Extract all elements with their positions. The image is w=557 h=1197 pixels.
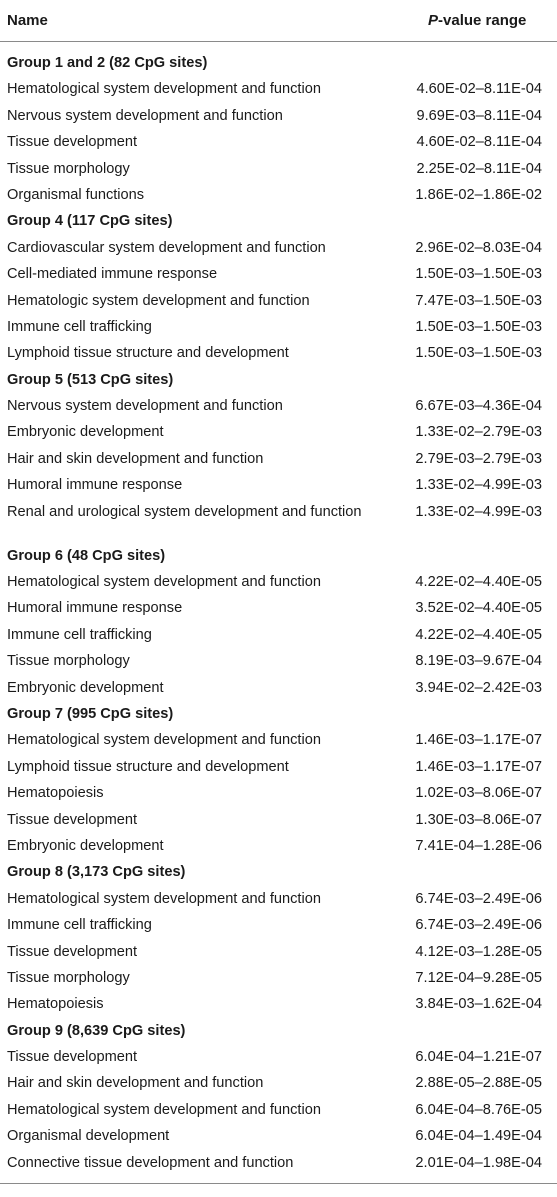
table-row xyxy=(0,419,557,445)
table-row xyxy=(0,886,557,912)
row-pvalue-range: 6.74E-03–2.49E-06 xyxy=(415,917,542,934)
row-pvalue-range: 2.96E-02–8.03E-04 xyxy=(415,239,542,256)
table-row xyxy=(0,314,557,340)
table-row xyxy=(0,965,557,991)
table-row xyxy=(0,780,557,806)
row-name: Humoral immune response xyxy=(7,600,183,617)
table-row xyxy=(0,156,557,182)
group-title: Group 5 (513 CpG sites) xyxy=(7,371,174,388)
row-name: Lymphoid tissue structure and development xyxy=(7,758,289,775)
group-title: Group 6 (48 CpG sites) xyxy=(7,547,166,564)
group-header-row xyxy=(0,208,557,234)
row-pvalue-range: 8.19E-03–9.67E-04 xyxy=(415,653,542,670)
row-name: Organismal development xyxy=(7,1128,170,1145)
column-header-pvalue xyxy=(350,12,550,29)
group-header-row xyxy=(0,1018,557,1044)
table-row xyxy=(0,833,557,859)
row-name: Embryonic development xyxy=(7,679,164,696)
row-name: Lymphoid tissue structure and development xyxy=(7,345,289,362)
row-name: Hematopoiesis xyxy=(7,785,104,802)
row-name: Immune cell trafficking xyxy=(7,318,152,335)
table-row xyxy=(0,1097,557,1123)
row-name: Hematological system development and function xyxy=(7,732,321,749)
row-name: Immune cell trafficking xyxy=(7,917,152,934)
row-pvalue-range: 2.25E-02–8.11E-04 xyxy=(416,160,542,177)
group-header-row xyxy=(0,50,557,76)
group-header-row xyxy=(0,701,557,727)
row-pvalue-range: 4.22E-02–4.40E-05 xyxy=(415,574,542,591)
row-name: Connective tissue development and function xyxy=(7,1154,294,1171)
row-name: Embryonic development xyxy=(7,424,164,441)
row-pvalue-range: 7.12E-04–9.28E-05 xyxy=(415,969,542,986)
row-name: Hair and skin development and function xyxy=(7,450,264,467)
table-row xyxy=(0,595,557,621)
table-row xyxy=(0,939,557,965)
table-row xyxy=(0,182,557,208)
row-pvalue-range: 1.02E-03–8.06E-07 xyxy=(415,785,542,802)
row-name: Organismal functions xyxy=(7,186,145,203)
group-header-row xyxy=(0,367,557,393)
group-header-row xyxy=(0,859,557,885)
row-pvalue-range: 1.33E-02–4.99E-03 xyxy=(415,477,542,494)
row-name: Renal and urological system development and function xyxy=(7,503,362,520)
row-name: Hair and skin development and function xyxy=(7,1075,264,1092)
table-row xyxy=(0,288,557,314)
group-title: Group 7 (995 CpG sites) xyxy=(7,705,174,722)
row-pvalue-range: 1.50E-03–1.50E-03 xyxy=(415,266,542,283)
row-pvalue-range: 6.04E-04–1.49E-04 xyxy=(415,1128,542,1145)
row-pvalue-range: 1.33E-02–4.99E-03 xyxy=(415,503,542,520)
table-row xyxy=(0,76,557,102)
row-name: Cardiovascular system development and function xyxy=(7,239,326,256)
table-row xyxy=(0,1044,557,1070)
table-row xyxy=(0,569,557,595)
row-pvalue-range: 4.60E-02–8.11E-04 xyxy=(416,81,542,98)
column-header-name: Name xyxy=(7,12,48,29)
group-title: Group 9 (8,639 CpG sites) xyxy=(7,1022,186,1039)
table-row xyxy=(0,807,557,833)
table-row xyxy=(0,727,557,753)
row-name: Hematopoiesis xyxy=(7,996,104,1013)
row-name: Tissue development xyxy=(7,1049,138,1066)
row-pvalue-range: 1.30E-03–8.06E-07 xyxy=(415,811,542,828)
group-title: Group 4 (117 CpG sites) xyxy=(7,213,173,230)
row-name: Cell-mediated immune response xyxy=(7,266,218,283)
row-pvalue-range: 1.50E-03–1.50E-03 xyxy=(415,318,542,335)
row-pvalue-range: 1.86E-02–1.86E-02 xyxy=(415,186,542,203)
table-row xyxy=(0,129,557,155)
row-pvalue-range: 6.74E-03–2.49E-06 xyxy=(415,890,542,907)
table-row xyxy=(0,912,557,938)
row-pvalue-range: 1.46E-03–1.17E-07 xyxy=(415,732,542,749)
table-row xyxy=(0,393,557,419)
row-pvalue-range: 6.67E-03–4.36E-04 xyxy=(415,398,542,415)
pvalue-italic-label: P xyxy=(428,12,439,29)
row-name: Tissue morphology xyxy=(7,160,130,177)
table-bottom-rule xyxy=(0,1183,557,1184)
table-row xyxy=(0,1150,557,1176)
table-row xyxy=(0,675,557,701)
group-header-row xyxy=(0,543,557,569)
row-pvalue-range: 4.60E-02–8.11E-04 xyxy=(416,134,542,151)
table-row xyxy=(0,1070,557,1096)
row-pvalue-range: 3.52E-02–4.40E-05 xyxy=(415,600,542,617)
row-name: Hematological system development and function xyxy=(7,890,321,907)
row-pvalue-range: 4.12E-03–1.28E-05 xyxy=(415,943,542,960)
row-pvalue-range: 6.04E-04–8.76E-05 xyxy=(415,1101,542,1118)
row-pvalue-range: 2.79E-03–2.79E-03 xyxy=(415,450,542,467)
table-row xyxy=(0,499,557,543)
pvalue-label-rest: -value range xyxy=(438,12,527,29)
table-row xyxy=(0,235,557,261)
row-pvalue-range: 7.41E-04–1.28E-06 xyxy=(415,837,542,854)
row-name: Tissue development xyxy=(7,943,138,960)
row-name: Nervous system development and function xyxy=(7,107,283,124)
row-pvalue-range: 2.01E-04–1.98E-04 xyxy=(415,1154,542,1171)
table-row xyxy=(0,754,557,780)
row-pvalue-range: 2.88E-05–2.88E-05 xyxy=(415,1075,542,1092)
row-name: Nervous system development and function xyxy=(7,398,283,415)
row-pvalue-range: 4.22E-02–4.40E-05 xyxy=(415,626,542,643)
row-name: Immune cell trafficking xyxy=(7,626,152,643)
row-name: Tissue development xyxy=(7,811,138,828)
row-pvalue-range: 6.04E-04–1.21E-07 xyxy=(415,1049,542,1066)
row-name: Hematological system development and function xyxy=(7,574,321,591)
row-name: Hematological system development and function xyxy=(7,1101,321,1118)
table-row xyxy=(0,446,557,472)
table-row xyxy=(0,622,557,648)
row-pvalue-range: 7.47E-03–1.50E-03 xyxy=(415,292,542,309)
table-row xyxy=(0,1123,557,1149)
row-pvalue-range: 1.46E-03–1.17E-07 xyxy=(415,758,542,775)
row-pvalue-range: 9.69E-03–8.11E-04 xyxy=(416,107,542,124)
row-name: Hematologic system development and function xyxy=(7,292,310,309)
row-name: Humoral immune response xyxy=(7,477,183,494)
group-title: Group 8 (3,173 CpG sites) xyxy=(7,864,186,881)
row-pvalue-range: 1.50E-03–1.50E-03 xyxy=(415,345,542,362)
row-name: Embryonic development xyxy=(7,837,164,854)
group-title: Group 1 and 2 (82 CpG sites) xyxy=(7,55,208,71)
row-pvalue-range: 1.33E-02–2.79E-03 xyxy=(415,424,542,441)
table-row xyxy=(0,340,557,366)
table-header xyxy=(0,0,557,42)
table-row xyxy=(0,648,557,674)
row-pvalue-range: 3.84E-03–1.62E-04 xyxy=(415,996,542,1013)
table-row xyxy=(0,261,557,287)
row-pvalue-range: 3.94E-02–2.42E-03 xyxy=(415,679,542,696)
table-body xyxy=(0,42,557,1176)
row-name: Tissue development xyxy=(7,134,138,151)
row-name: Tissue morphology xyxy=(7,969,130,986)
table-row xyxy=(0,991,557,1017)
row-name: Tissue morphology xyxy=(7,653,130,670)
table-row xyxy=(0,472,557,498)
row-name: Hematological system development and function xyxy=(7,81,321,98)
table-row xyxy=(0,103,557,129)
